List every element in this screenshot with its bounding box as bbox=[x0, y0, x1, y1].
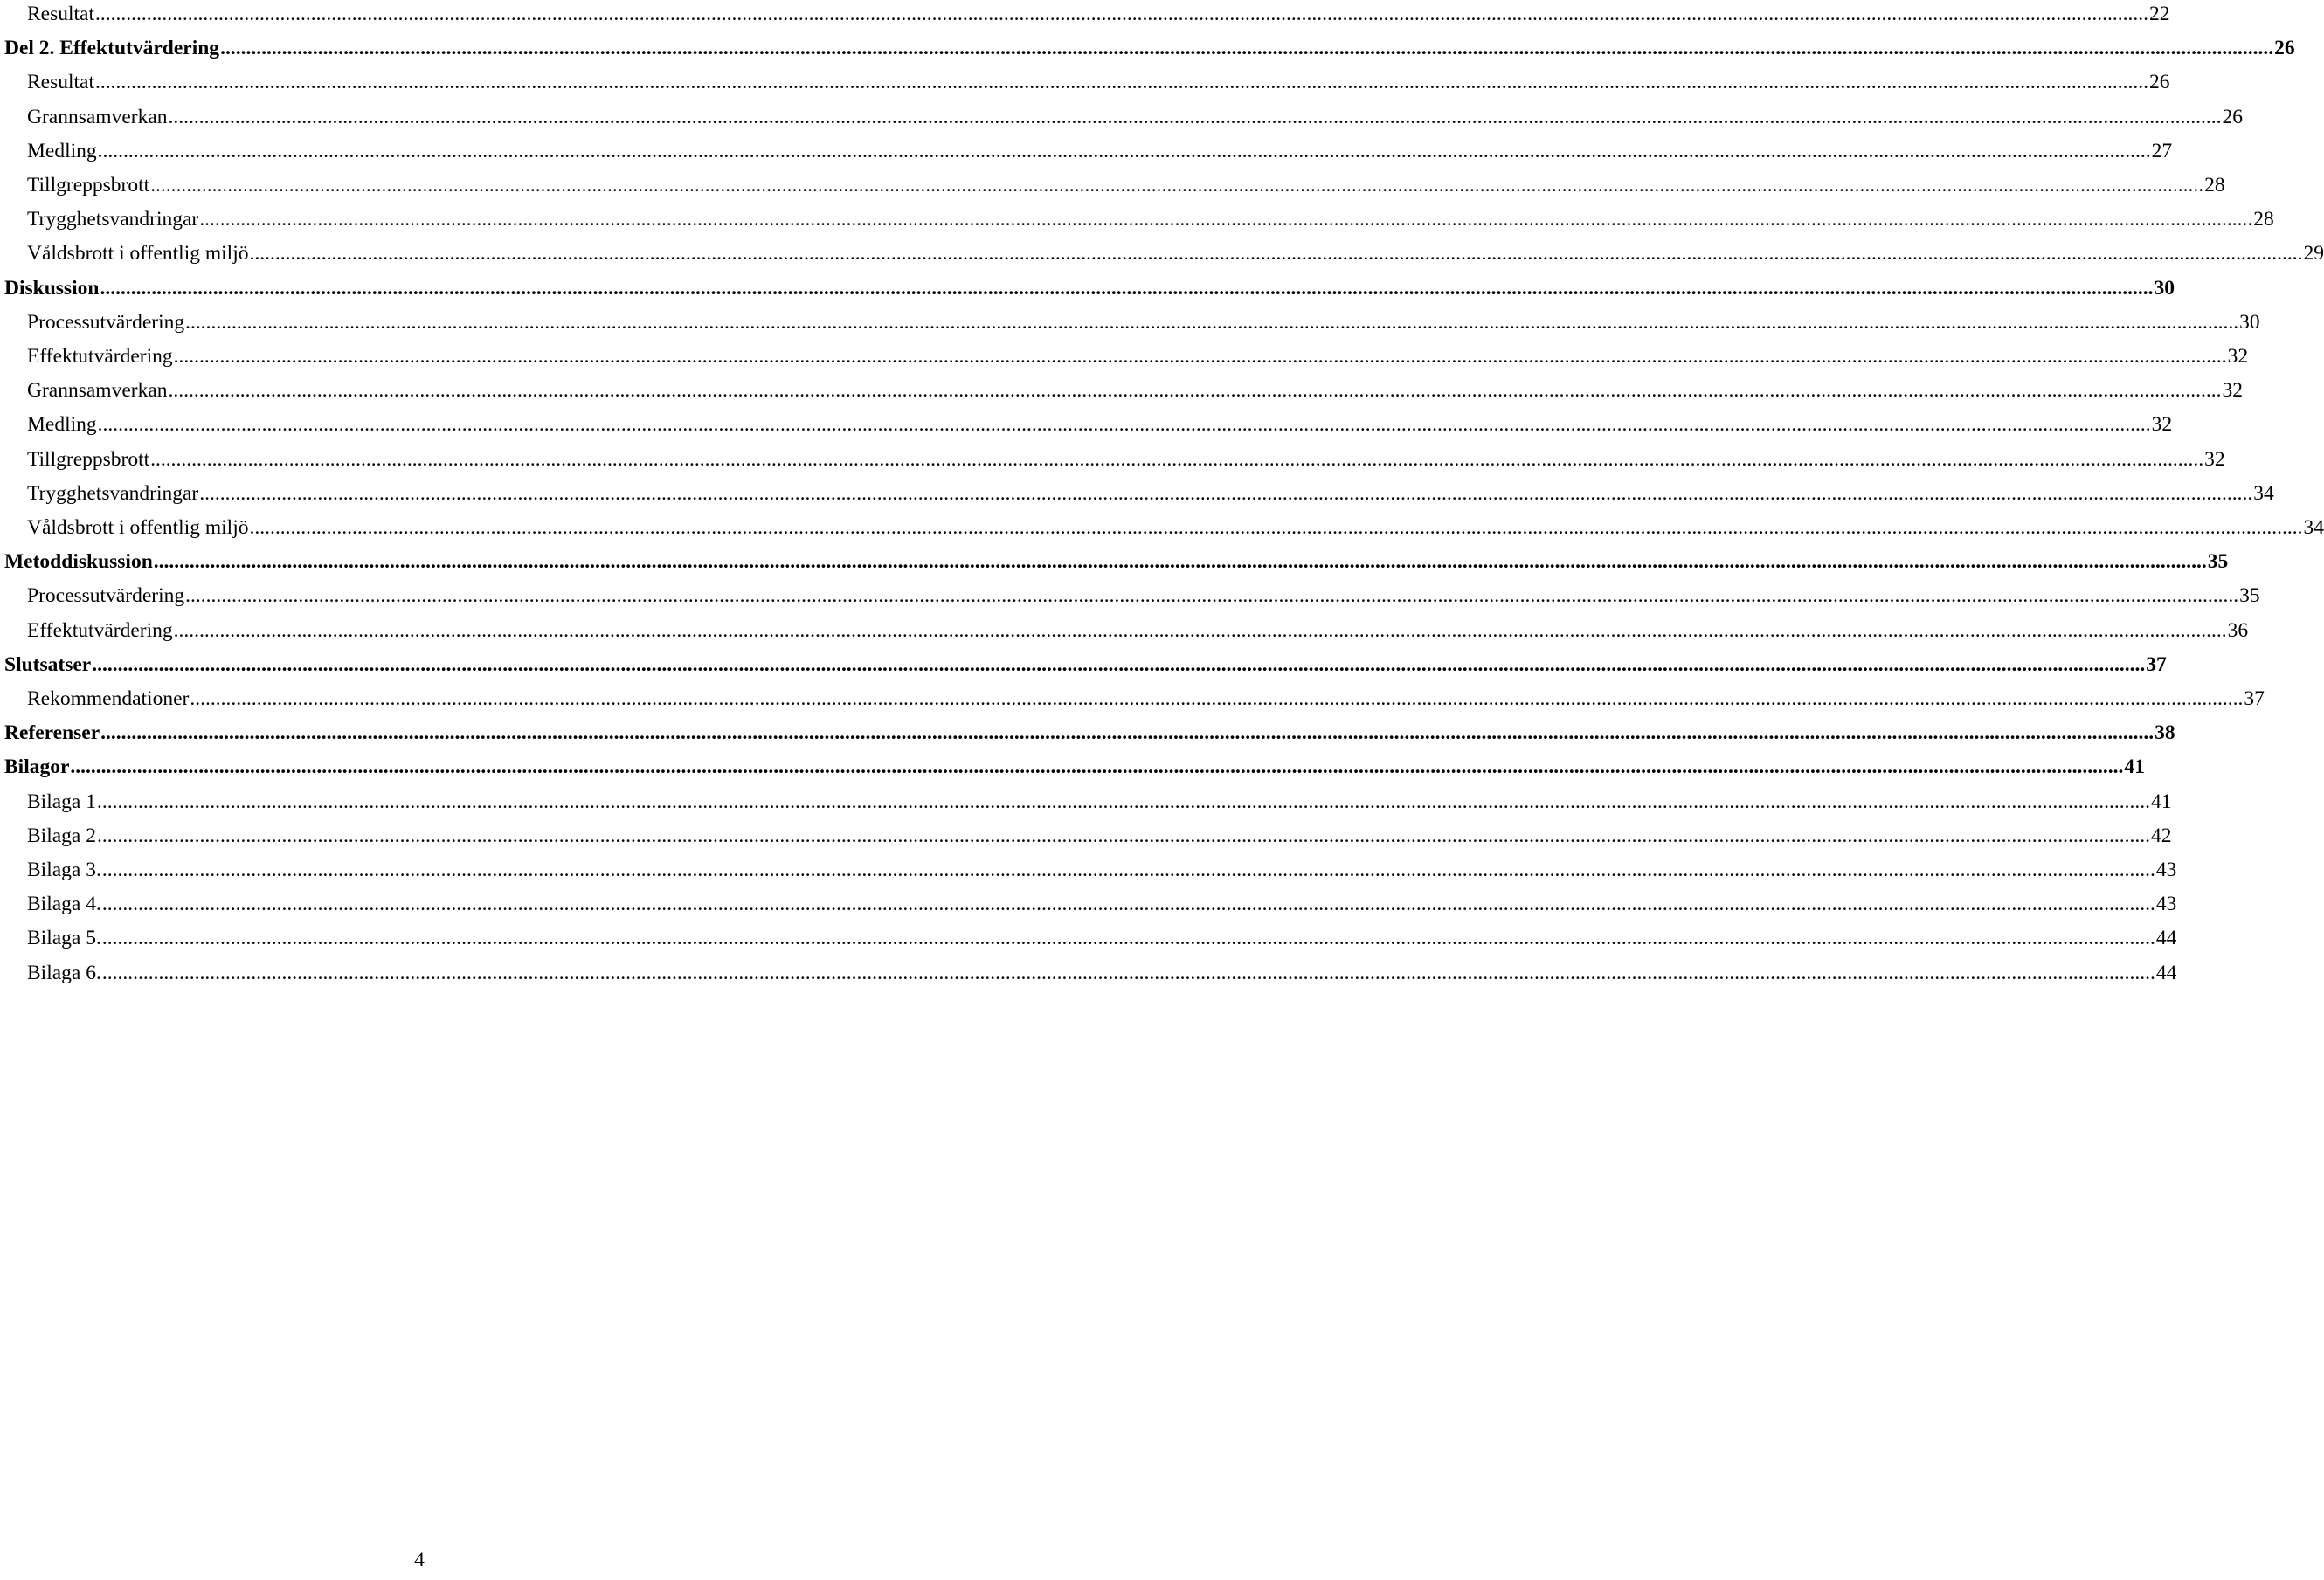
toc-entry[interactable] bbox=[0, 480, 2274, 507]
toc-entry[interactable] bbox=[0, 514, 2324, 542]
toc-dot-leader: ................................................................................................................................................................................................................................................................................................................................................................................................................ bbox=[95, 3, 2149, 25]
toc-entry[interactable] bbox=[0, 205, 2274, 233]
toc-entry-page: 26 bbox=[2149, 71, 2170, 94]
toc-entry[interactable] bbox=[0, 342, 2249, 370]
toc-entry-title: Resultat bbox=[27, 71, 95, 94]
toc-entry[interactable] bbox=[0, 548, 2229, 576]
toc-dot-leader: ................................................................................................................................................................................................................................................................................................................................................................................................................ bbox=[101, 961, 2155, 984]
toc-entry-title: Resultat bbox=[27, 3, 95, 25]
toc-entry-page: 26 bbox=[2222, 105, 2244, 128]
toc-entry[interactable] bbox=[0, 651, 2167, 679]
toc-entry[interactable] bbox=[0, 890, 2177, 918]
toc-dot-leader: ................................................................................................................................................................................................................................................................................................................................................................................................................ bbox=[153, 550, 2207, 574]
toc-entry-page: 35 bbox=[2207, 550, 2229, 574]
toc-dot-leader: ................................................................................................................................................................................................................................................................................................................................................................................................................ bbox=[101, 927, 2155, 950]
toc-entry-page: 37 bbox=[2146, 652, 2167, 676]
toc-entry[interactable] bbox=[0, 137, 2173, 165]
toc-entry-title: Medling bbox=[27, 413, 97, 437]
toc-entry[interactable] bbox=[0, 856, 2177, 884]
toc-dot-leader: ................................................................................................................................................................................................................................................................................................................................................................................................................ bbox=[96, 790, 2150, 813]
toc-entry-page: 43 bbox=[2155, 893, 2177, 916]
toc-entry-title: Metoddiskussion bbox=[4, 550, 153, 574]
toc-entry-title: Medling bbox=[27, 139, 97, 162]
toc-entry-page: 34 bbox=[2303, 516, 2324, 539]
toc-entry-page: 42 bbox=[2150, 824, 2172, 847]
toc-dot-leader: ................................................................................................................................................................................................................................................................................................................................................................................................................ bbox=[97, 139, 2151, 162]
toc-dot-leader: ................................................................................................................................................................................................................................................................................................................................................................................................................ bbox=[199, 481, 2253, 505]
toc-dot-leader: ................................................................................................................................................................................................................................................................................................................................................................................................................ bbox=[150, 447, 2204, 471]
toc-entry-title: Bilagor bbox=[4, 756, 70, 779]
toc-entry-title: Processutvärdering bbox=[27, 310, 185, 334]
toc-entry[interactable] bbox=[0, 0, 2170, 28]
toc-entry-title: Referenser bbox=[4, 721, 100, 745]
toc-entry-page: 32 bbox=[2204, 447, 2225, 471]
toc-entry-page: 41 bbox=[2124, 756, 2145, 779]
toc-entry-title: Bilaga 6. bbox=[27, 961, 101, 984]
toc-dot-leader: ................................................................................................................................................................................................................................................................................................................................................................................................................ bbox=[100, 721, 2155, 745]
toc-dot-leader: ................................................................................................................................................................................................................................................................................................................................................................................................................ bbox=[168, 379, 2222, 403]
toc-entry-title: Tillgreppsbrott bbox=[27, 447, 150, 471]
toc-entry[interactable] bbox=[0, 171, 2225, 199]
toc-entry-page: 44 bbox=[2155, 961, 2177, 984]
toc-entry[interactable] bbox=[0, 685, 2265, 713]
toc-entry-page: 34 bbox=[2253, 481, 2274, 505]
page-number: 4 bbox=[414, 1549, 425, 1571]
toc-dot-leader: ................................................................................................................................................................................................................................................................................................................................................................................................................ bbox=[95, 71, 2149, 94]
toc-entry-title: Våldsbrott i offentlig miljö bbox=[27, 516, 249, 539]
toc-entry-title: Slutsatser bbox=[4, 652, 92, 676]
toc-entry-title: Effektutvärdering bbox=[27, 618, 173, 642]
toc-entry-page: 38 bbox=[2155, 721, 2175, 745]
toc-dot-leader: ................................................................................................................................................................................................................................................................................................................................................................................................................ bbox=[92, 652, 2146, 676]
toc-entry-title: Rekommendationer bbox=[27, 687, 190, 710]
toc-dot-leader: ................................................................................................................................................................................................................................................................................................................................................................................................................ bbox=[185, 584, 2239, 608]
toc-entry[interactable] bbox=[0, 308, 2260, 336]
toc-dot-leader: ................................................................................................................................................................................................................................................................................................................................................................................................................ bbox=[97, 413, 2151, 437]
toc-dot-leader: ................................................................................................................................................................................................................................................................................................................................................................................................................ bbox=[173, 618, 2227, 642]
toc-entry-page: 27 bbox=[2151, 139, 2173, 162]
toc-entry-title: Trygghetsvandringar bbox=[27, 481, 199, 505]
toc-entry-page: 30 bbox=[2154, 276, 2175, 300]
toc-entry-title: Effektutvärdering bbox=[27, 345, 173, 368]
toc-entry-title: Diskussion bbox=[4, 276, 100, 300]
toc-entry-title: Bilaga 5. bbox=[27, 927, 101, 950]
toc-entry-title: Tillgreppsbrott bbox=[27, 174, 150, 197]
toc-entry-page: 36 bbox=[2227, 618, 2249, 642]
toc-dot-leader: ................................................................................................................................................................................................................................................................................................................................................................................................................ bbox=[96, 824, 2150, 847]
toc-entry[interactable] bbox=[0, 788, 2172, 816]
toc-entry-page: 32 bbox=[2227, 345, 2249, 368]
toc-entry[interactable] bbox=[0, 582, 2260, 610]
toc-entry-title: Del 2. Effektutvärdering bbox=[4, 37, 220, 60]
toc-dot-leader: ................................................................................................................................................................................................................................................................................................................................................................................................................ bbox=[150, 174, 2204, 197]
toc-entry[interactable] bbox=[0, 924, 2177, 952]
toc-entry-page: 32 bbox=[2151, 413, 2173, 437]
toc-entry[interactable] bbox=[0, 445, 2225, 473]
toc-dot-leader: ................................................................................................................................................................................................................................................................................................................................................................................................................ bbox=[190, 687, 2244, 710]
toc-entry[interactable] bbox=[0, 274, 2175, 302]
toc-entry-page: 28 bbox=[2204, 174, 2225, 197]
toc-entry-title: Bilaga 4. bbox=[27, 893, 101, 916]
toc-entry[interactable] bbox=[0, 34, 2295, 62]
toc-dot-leader: ................................................................................................................................................................................................................................................................................................................................................................................................................ bbox=[249, 516, 2303, 539]
toc-entry-page: 29 bbox=[2303, 242, 2324, 266]
toc-entry-page: 26 bbox=[2274, 37, 2295, 60]
toc-entry-title: Bilaga 2 bbox=[27, 824, 96, 847]
toc-entry[interactable] bbox=[0, 376, 2244, 404]
toc-dot-leader: ................................................................................................................................................................................................................................................................................................................................................................................................................ bbox=[101, 893, 2155, 916]
toc-dot-leader: ................................................................................................................................................................................................................................................................................................................................................................................................................ bbox=[199, 208, 2253, 231]
toc-entry[interactable] bbox=[0, 68, 2170, 96]
toc-dot-leader: ................................................................................................................................................................................................................................................................................................................................................................................................................ bbox=[220, 37, 2274, 60]
toc-entry-page: 44 bbox=[2155, 927, 2177, 950]
toc-dot-leader: ................................................................................................................................................................................................................................................................................................................................................................................................................ bbox=[185, 310, 2239, 334]
toc-entry-title: Grannsamverkan bbox=[27, 379, 168, 403]
toc-dot-leader: ................................................................................................................................................................................................................................................................................................................................................................................................................ bbox=[168, 105, 2222, 128]
toc-dot-leader: ................................................................................................................................................................................................................................................................................................................................................................................................................ bbox=[101, 859, 2155, 881]
toc-entry[interactable] bbox=[0, 753, 2145, 781]
toc-entry-title: Processutvärdering bbox=[27, 584, 185, 608]
toc-entry-page: 41 bbox=[2150, 790, 2172, 813]
toc-entry-page: 37 bbox=[2244, 687, 2265, 710]
toc-entry-page: 30 bbox=[2239, 310, 2260, 334]
toc-entry[interactable] bbox=[0, 411, 2173, 438]
toc-entry-page: 22 bbox=[2149, 3, 2170, 25]
toc-entry[interactable] bbox=[0, 822, 2172, 850]
toc-entry[interactable] bbox=[0, 617, 2249, 645]
toc-entry-title: Våldsbrott i offentlig miljö bbox=[27, 242, 249, 266]
toc-entry[interactable] bbox=[0, 719, 2175, 747]
toc-entry-page: 32 bbox=[2222, 379, 2244, 403]
toc-entry-page: 28 bbox=[2253, 208, 2274, 231]
toc-entry[interactable] bbox=[0, 103, 2244, 131]
toc-dot-leader: ................................................................................................................................................................................................................................................................................................................................................................................................................ bbox=[100, 276, 2154, 300]
toc-entry[interactable] bbox=[0, 959, 2177, 987]
toc-dot-leader: ................................................................................................................................................................................................................................................................................................................................................................................................................ bbox=[173, 345, 2227, 368]
toc-entry-title: Bilaga 3. bbox=[27, 859, 101, 881]
toc-entry-title: Grannsamverkan bbox=[27, 105, 168, 128]
toc-entry-title: Trygghetsvandringar bbox=[27, 208, 199, 231]
toc-entry-title: Bilaga 1 bbox=[27, 790, 96, 813]
toc-entry-page: 43 bbox=[2155, 859, 2177, 881]
toc-dot-leader: ................................................................................................................................................................................................................................................................................................................................................................................................................ bbox=[70, 756, 2124, 779]
toc-entry-page: 35 bbox=[2239, 584, 2260, 608]
toc-entry[interactable] bbox=[0, 239, 2324, 267]
toc-dot-leader: ................................................................................................................................................................................................................................................................................................................................................................................................................ bbox=[249, 242, 2303, 266]
